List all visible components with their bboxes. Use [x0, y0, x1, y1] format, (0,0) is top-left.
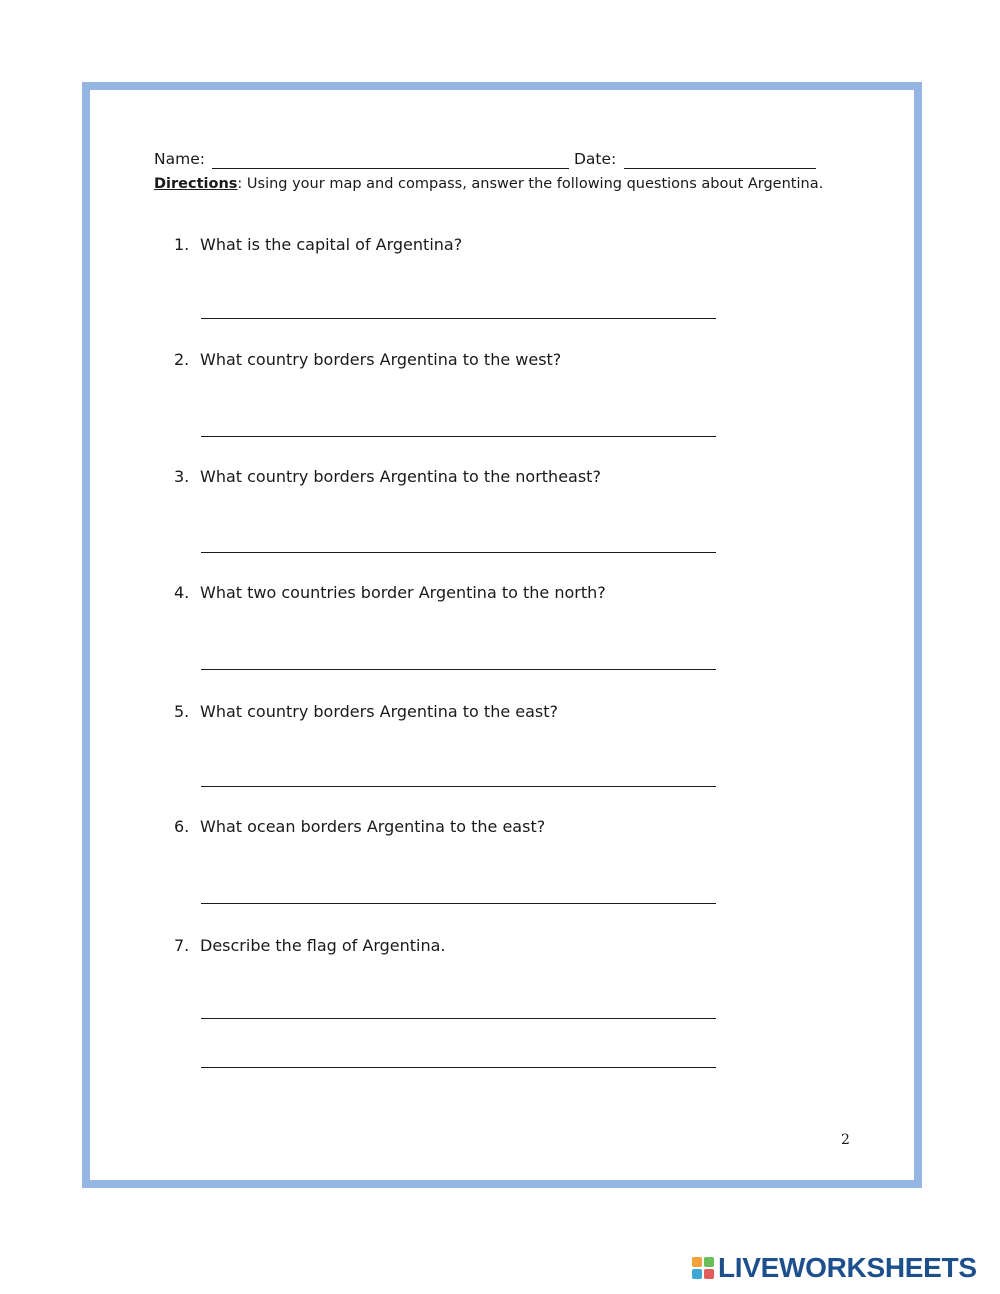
- question-4: [174, 583, 606, 602]
- question-3: [174, 467, 601, 486]
- question-text: What ocean borders Argentina to the east?: [200, 817, 546, 836]
- question-text: What country borders Argentina to the northeast?: [200, 467, 601, 486]
- question-text: What country borders Argentina to the west?: [200, 350, 562, 369]
- question-5: [174, 702, 558, 721]
- question-number: 7.: [174, 936, 190, 955]
- question-text: What is the capital of Argentina?: [200, 235, 463, 254]
- question-number: 4.: [174, 583, 190, 602]
- logo-block: [692, 1257, 702, 1267]
- logo-block: [692, 1269, 702, 1279]
- question-number: 6.: [174, 817, 190, 836]
- answer-line-3[interactable]: [201, 552, 716, 553]
- logo-block: [704, 1269, 714, 1279]
- answer-line-5[interactable]: [201, 786, 716, 787]
- answer-line-7b[interactable]: [201, 1067, 716, 1068]
- answer-line-4[interactable]: [201, 669, 716, 670]
- answer-line-1[interactable]: [201, 318, 716, 319]
- name-field[interactable]: [212, 168, 569, 169]
- page-number: 2: [841, 1132, 850, 1148]
- directions-label: Directions: [154, 176, 238, 192]
- question-number: 2.: [174, 350, 190, 369]
- question-number: 1.: [174, 235, 190, 254]
- question-6: [174, 817, 545, 836]
- answer-line-6[interactable]: [201, 903, 716, 904]
- question-number: 3.: [174, 467, 190, 486]
- logo-block: [704, 1257, 714, 1267]
- brand-name: LIVEWORKSHEETS: [718, 1252, 977, 1283]
- directions: [154, 176, 823, 192]
- logo-blocks-icon: [692, 1257, 714, 1279]
- directions-text: : Using your map and compass, answer the following questions about Argentina.: [237, 176, 824, 192]
- date-label: Date:: [574, 150, 617, 168]
- name-label: Name:: [154, 150, 205, 168]
- date-field[interactable]: [624, 168, 816, 169]
- question-2: [174, 350, 561, 369]
- question-number: 5.: [174, 702, 190, 721]
- question-text: What country borders Argentina to the east?: [200, 702, 559, 721]
- question-text: Describe the flag of Argentina.: [200, 936, 446, 955]
- question-1: [174, 235, 462, 254]
- liveworksheets-logo: [692, 1252, 977, 1284]
- answer-line-7a[interactable]: [201, 1018, 716, 1019]
- answer-line-2[interactable]: [201, 436, 716, 437]
- question-7: [174, 936, 446, 955]
- question-text: What two countries border Argentina to the north?: [200, 583, 606, 602]
